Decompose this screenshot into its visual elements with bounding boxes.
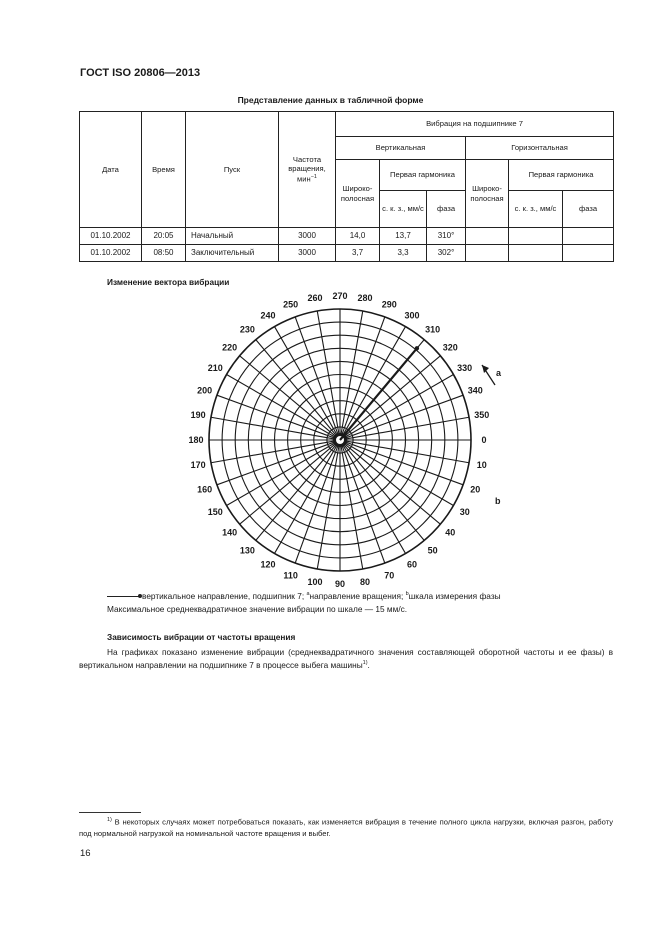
document-code: ГОСТ ISO 20806—2013	[80, 67, 201, 79]
footnote-mark: 1)	[107, 817, 112, 823]
angle-label: 200	[197, 385, 213, 396]
header-rotation-exp: −1	[310, 173, 317, 180]
polar-spoke	[343, 445, 406, 553]
cell-rotation: 3000	[279, 228, 336, 245]
polar-spoke	[345, 444, 441, 524]
cell-time: 08:50	[142, 245, 186, 262]
angle-label: 30	[459, 507, 470, 517]
cell-h-broadband	[466, 228, 509, 245]
cell-h-h1-phase	[563, 245, 614, 262]
legend-text	[142, 591, 501, 601]
header-h-h1-phase: фаза	[563, 191, 614, 228]
header-rotation-label: Частота вращения, мин	[288, 155, 326, 184]
legend-sup-a: a	[306, 591, 310, 598]
cell-start: Заключительный	[186, 245, 279, 262]
cell-date: 01.10.2002	[80, 228, 142, 245]
polar-spoke	[240, 444, 336, 524]
angle-label: 210	[207, 363, 223, 373]
polar-spoke	[317, 311, 339, 434]
polar-spoke	[217, 395, 334, 438]
page-number: 16	[80, 848, 91, 859]
polar-spoke	[341, 446, 363, 569]
polar-spoke	[345, 443, 453, 506]
polar-spoke	[346, 417, 469, 439]
legend-vertical-text: вертикальное направление, подшипник 7;	[142, 591, 307, 601]
angle-label: 330	[457, 363, 473, 373]
section-paragraph	[79, 646, 613, 672]
table-caption: Представление данных в табличной форме	[237, 95, 424, 105]
cell-v-h1-phase: 302°	[427, 245, 466, 262]
cell-h-h1-rms	[509, 228, 563, 245]
angle-label: 290	[381, 299, 397, 310]
polar-spoke	[217, 442, 334, 485]
section-heading: Зависимость вибрации от частоты вращения	[107, 632, 296, 642]
section-paragraph-text: На графиках показано изменение вибрации (среднеквадратичного значения составляющей оборотной частоты и ее фазы) в вертикальном направлении на подшипнике 7 в процессе выбега машины	[79, 647, 613, 670]
polar-spoke	[227, 375, 335, 438]
polar-spoke	[211, 417, 334, 439]
polar-spoke	[342, 446, 385, 563]
polar-spoke	[256, 340, 336, 436]
cell-start: Начальный	[186, 228, 279, 245]
polar-vibration-chart	[175, 290, 505, 588]
angle-label: 250	[283, 299, 299, 310]
header-start: Пуск	[186, 112, 279, 228]
polar-spoke	[346, 395, 463, 438]
polar-spoke	[342, 317, 385, 434]
header-v-h1-rms: с. к. з., мм/с	[380, 191, 427, 228]
legend-sup-b: b	[405, 591, 409, 598]
vector-chart-title: Изменение вектора вибрации	[107, 277, 230, 287]
polar-spoke	[211, 441, 334, 463]
cell-v-h1-rms: 3,3	[380, 245, 427, 262]
polar-spoke	[295, 446, 338, 563]
polar-spoke	[346, 441, 469, 463]
table-row	[80, 245, 614, 262]
header-h-first-harmonic: Первая гармоника	[509, 160, 614, 191]
polar-spoke	[346, 442, 463, 485]
cell-v-h1-phase: 310°	[427, 228, 466, 245]
angle-label: 170	[190, 460, 206, 470]
polar-spoke	[345, 356, 441, 436]
cell-h-h1-rms	[509, 245, 563, 262]
header-v-h1-phase: фаза	[427, 191, 466, 228]
footnote-ref: 1)	[362, 660, 368, 667]
cell-v-broadband: 14,0	[336, 228, 380, 245]
angle-label: 240	[260, 310, 276, 321]
cell-v-broadband: 3,7	[336, 245, 380, 262]
header-h-broadband: Широко-полосная	[466, 160, 509, 228]
angle-label: 130	[239, 545, 255, 556]
angle-label: 120	[260, 559, 276, 570]
legend-rotation-text: направление вращения;	[309, 591, 406, 601]
angle-label: 80	[359, 576, 371, 587]
angle-label: 260	[307, 293, 323, 304]
angle-label: 110	[283, 570, 298, 581]
angle-label: 340	[467, 385, 483, 396]
angle-label: 90	[334, 579, 346, 588]
angle-label: 320	[442, 342, 458, 353]
angle-label: 220	[222, 342, 238, 353]
section-paragraph-end: .	[367, 659, 370, 670]
header-h-h1-rms: с. к. з., мм/с	[509, 191, 563, 228]
angle-label: 310	[425, 324, 441, 335]
polar-spoke	[317, 446, 339, 569]
polar-spoke	[345, 375, 453, 438]
angle-label: 0	[481, 435, 487, 445]
table-row	[80, 228, 614, 245]
polar-spoke	[256, 445, 336, 541]
chart-legend	[107, 591, 501, 601]
header-time: Время	[142, 112, 186, 228]
legend-phase-scale-text: шкала измерения фазы	[408, 591, 501, 601]
cell-h-h1-phase	[563, 228, 614, 245]
cell-date: 01.10.2002	[80, 245, 142, 262]
angle-label: 40	[445, 527, 456, 538]
angle-label: 20	[470, 484, 481, 495]
angle-label: 50	[427, 545, 438, 556]
marker-b: b	[495, 496, 501, 506]
polar-spoke	[275, 445, 338, 553]
polar-spoke	[227, 443, 335, 506]
header-vertical: Вертикальная	[336, 137, 466, 160]
polar-spoke	[275, 327, 338, 435]
polar-spoke	[295, 317, 338, 434]
cell-time: 20:05	[142, 228, 186, 245]
footnote	[79, 816, 613, 840]
angle-label: 230	[239, 324, 255, 335]
footnote-divider	[79, 812, 141, 813]
angle-label: 10	[476, 460, 487, 470]
polar-spoke	[240, 356, 336, 436]
angle-label: 180	[188, 435, 204, 445]
angle-label: 190	[190, 410, 206, 420]
angle-label: 280	[357, 293, 373, 304]
angle-label: 60	[406, 559, 418, 570]
marker-a: a	[496, 368, 502, 378]
polar-spoke	[343, 327, 406, 435]
polar-spoke	[344, 445, 424, 541]
angle-label: 270	[332, 291, 348, 301]
header-bearing: Вибрация на подшипнике 7	[336, 112, 614, 137]
angle-label: 160	[197, 484, 213, 495]
angle-label: 100	[307, 576, 323, 587]
vector-end-point	[415, 346, 419, 350]
header-horizontal: Горизонтальная	[466, 137, 614, 160]
footnote-text: В некоторых случаях может потребоваться показать, как изменяется вибрация в течение полного цикла нагрузки, включая разгон, работу под нормальной нагрузкой на номинальной частоте вращения и выбег.	[79, 817, 613, 839]
angle-label: 300	[404, 310, 420, 321]
header-v-broadband: Широко-полосная	[336, 160, 380, 228]
angle-label: 70	[384, 570, 395, 581]
header-v-first-harmonic: Первая гармоника	[380, 160, 466, 191]
cell-h-broadband	[466, 245, 509, 262]
legend-line-marker	[107, 596, 140, 597]
cell-v-h1-rms: 13,7	[380, 228, 427, 245]
header-date: Дата	[80, 112, 142, 228]
cell-rotation: 3000	[279, 245, 336, 262]
vibration-data-table	[79, 111, 614, 262]
rotation-arrow-head	[482, 365, 489, 373]
scale-note: Максимальное среднеквадратичное значение вибрации по шкале — 15 мм/с.	[107, 604, 408, 614]
angle-label: 150	[207, 507, 223, 517]
angle-label: 350	[474, 410, 490, 420]
header-rotation	[279, 112, 336, 228]
angle-label: 140	[222, 527, 238, 538]
